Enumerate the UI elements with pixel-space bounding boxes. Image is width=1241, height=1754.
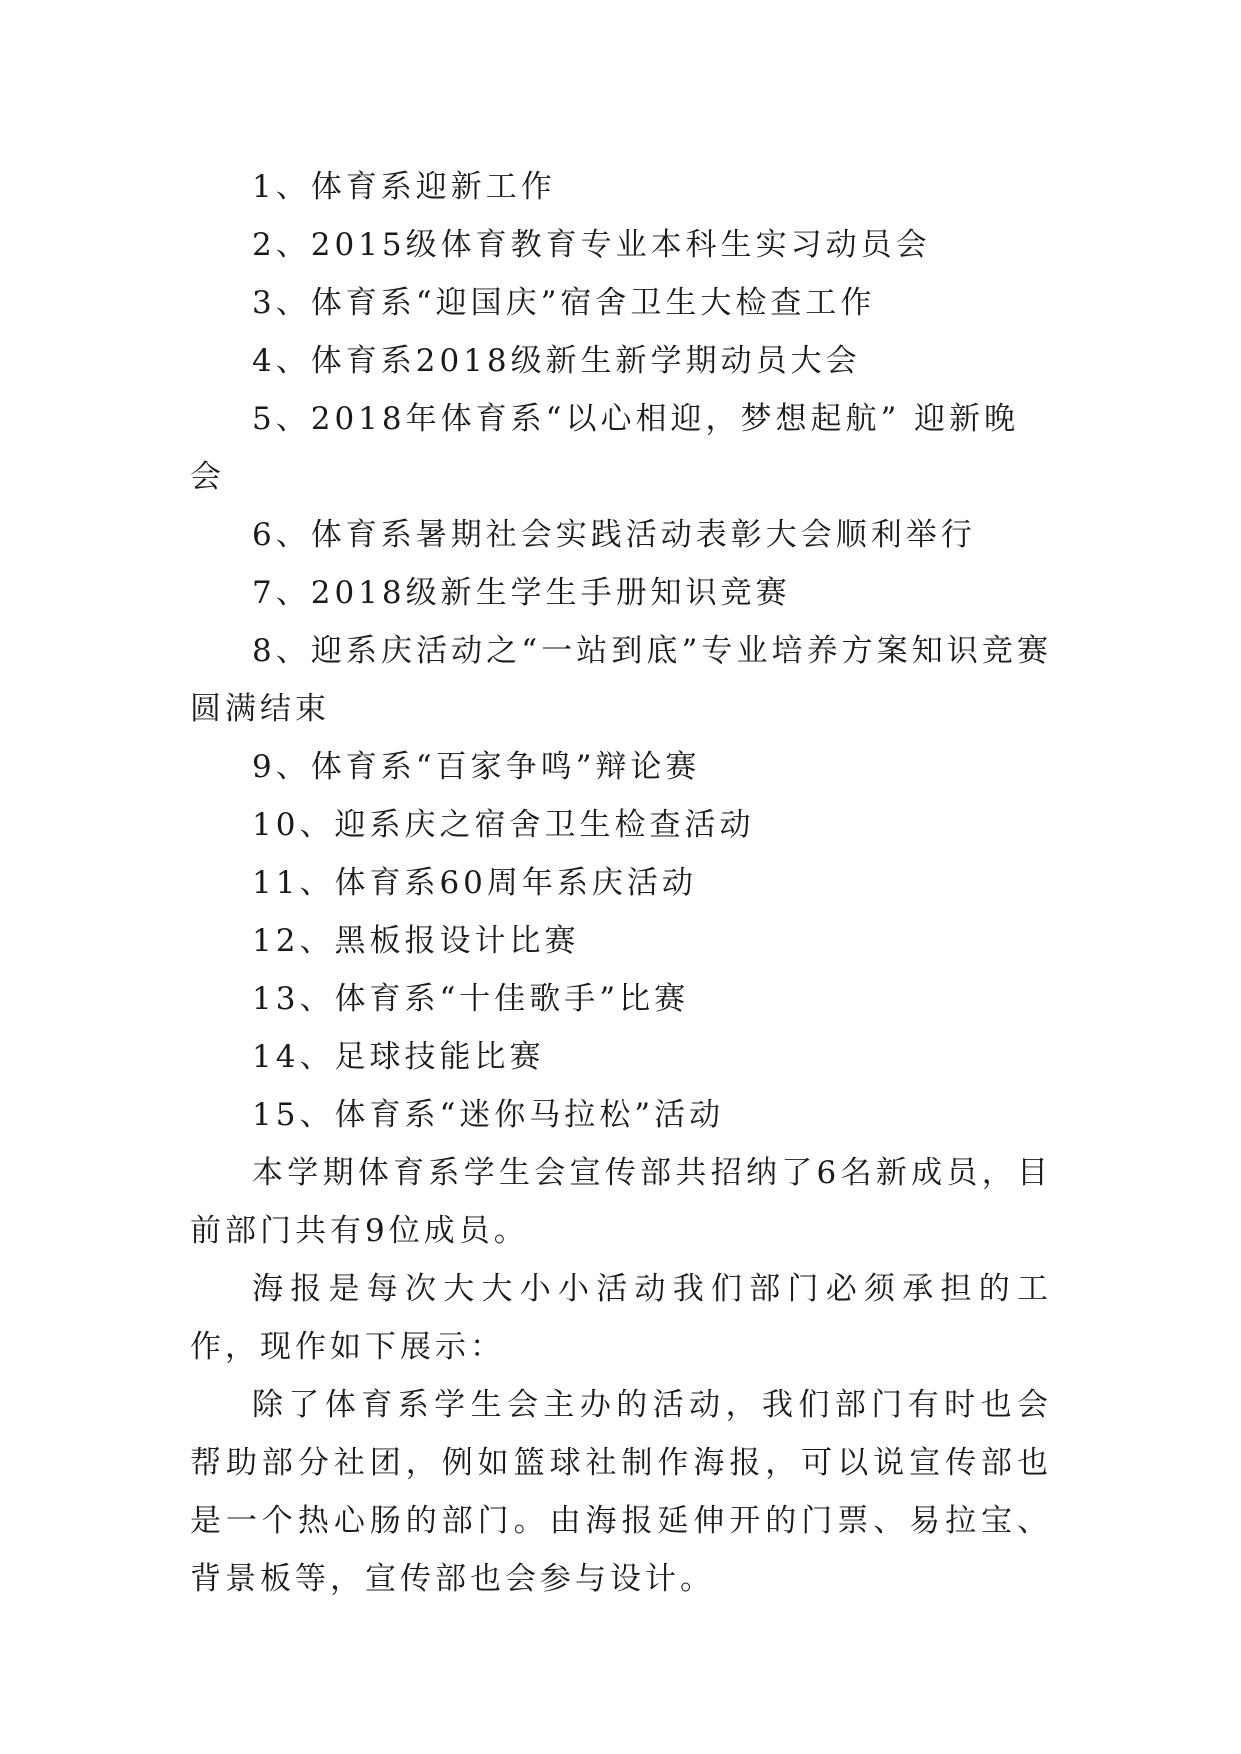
list-item: 2、2015级体育教育专业本科生实习动员会 — [252, 227, 931, 263]
list-item: 5、2018年体育系“以心相迎，梦想起航” 迎新晚会 — [190, 401, 1020, 495]
body-paragraph-support: 除了体育系学生会主办的活动，我们部门有时也会帮助部分社团，例如篮球社制作海报，可以说宣传部也是一个热心肠的部门。由海报延伸开的门票、易拉宝、背景板等，宣传部也会参与设计。 — [190, 1387, 1052, 1597]
list-item: 7、2018级新生学生手册知识竞赛 — [252, 575, 791, 611]
list-item: 15、体育系“迷你马拉松”活动 — [252, 1097, 725, 1133]
list-item: 12、黑板报设计比赛 — [252, 923, 580, 959]
body-paragraph-members: 本学期体育系学生会宣传部共招纳了6名新成员，目前部门共有9位成员。 — [190, 1155, 1052, 1249]
document-body — [190, 158, 1052, 1608]
list-item: 8、迎系庆活动之“一站到底”专业培养方案知识竞赛圆满结束 — [190, 633, 1052, 727]
list-item: 6、体育系暑期社会实践活动表彰大会顺利举行 — [252, 517, 976, 553]
list-item: 14、足球技能比赛 — [252, 1039, 545, 1075]
list-item: 1、体育系迎新工作 — [252, 169, 556, 205]
list-item: 4、体育系2018级新生新学期动员大会 — [252, 343, 861, 379]
list-item: 9、体育系“百家争鸣”辩论赛 — [252, 749, 701, 785]
list-item: 10、迎系庆之宿舍卫生检查活动 — [252, 807, 755, 843]
list-item: 13、体育系“十佳歌手”比赛 — [252, 981, 690, 1017]
list-item: 3、体育系“迎国庆”宿舍卫生大检查工作 — [252, 285, 876, 321]
list-item: 11、体育系60周年系庆活动 — [252, 865, 697, 901]
body-paragraph-posters: 海报是每次大大小小活动我们部门必须承担的工作，现作如下展示： — [190, 1271, 1052, 1365]
